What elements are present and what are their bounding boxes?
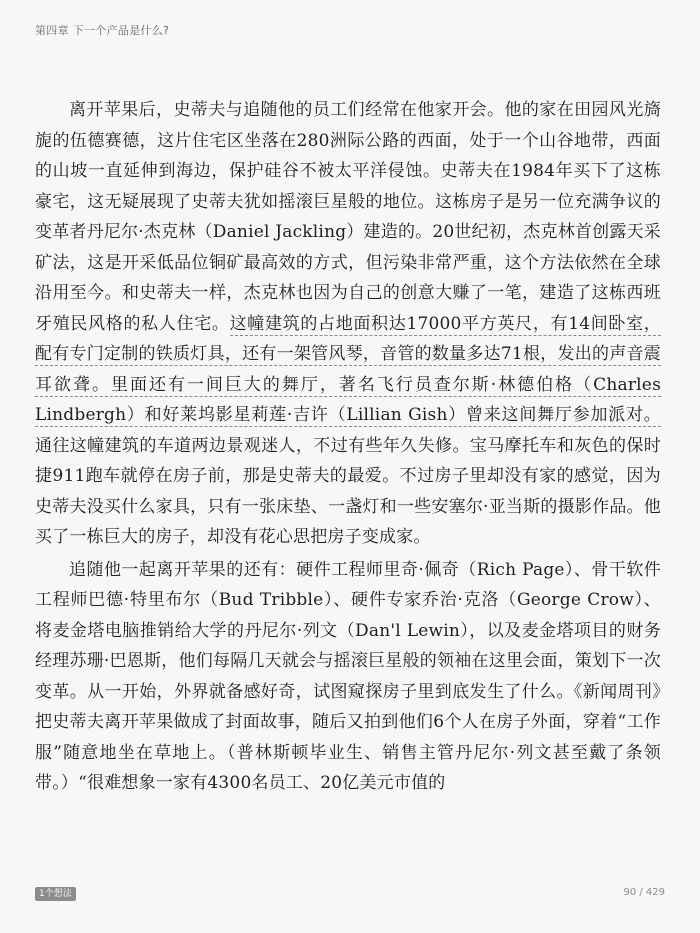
footer — [35, 887, 665, 903]
paragraph-text: 离开苹果后，史蒂夫与追随他的员工们经常在他家开会。他的家在田园风光旖旎的伍德赛德，这片住宅区坐落在280洲际公路的西面，处于一个山谷地带，西面的山坡一直延伸到海边，保护硅谷不被太平洋侵蚀。史蒂夫在1984年买下了这栋豪宅，这无疑展现了史蒂夫犹如摇滚巨星般的地位。这栋房子是另一位充满争议的变革者丹尼尔·杰克林（Daniel Jackling）建造的。20世纪初，杰克林首创露天采矿法，这是开采低品位铜矿最高效的方式，但污染非常严重，这个方法依然在全球沿用至今。和史蒂夫一样，杰克林也因为自己的创意大赚了一笔，建造了这栋西班牙殖民风格的私人住宅。 — [35, 100, 661, 334]
paragraph — [35, 95, 661, 553]
reading-area — [35, 95, 661, 799]
chapter-title: 第四章 下一个产品是什么? — [35, 24, 170, 37]
page-indicator: 90 / 429 — [623, 887, 665, 898]
highlighted-text[interactable]: 这幢建筑的占地面积达17000平方英尺，有14间卧室，配有专门定制的铁质灯具，还有一架管风琴，音管的数量多达71根，发出的声音震耳欲聋。里面还有一间巨大的舞厅，著名飞行员查尔斯·林德伯格（Charles Lindbergh）和好莱坞影星莉莲·吉许（Lillian Gish）曾来这间舞厅参加派对。 — [35, 313, 661, 425]
paragraph: 追随他一起离开苹果的还有：硬件工程师里奇·佩奇（Rich Page）、骨干软件工程师巴德·特里布尔（Bud Tribble）、硬件专家乔治·克洛（George Crow）、将麦金塔电脑推销给大学的丹尼尔·列文（Dan'l Lewin），以及麦金塔项目的财务经理苏珊·巴恩斯，他们每隔几天就会与摇滚巨星般的领袖在这里会面，策划下一次变革。从一开始，外界就备感好奇，试图窥探房子里到底发生了什么。《新闻周刊》把史蒂夫离开苹果做成了封面故事，随后又拍到他们6个人在房子外面，穿着“工作服”随意地坐在草地上。（普林斯顿毕业生、销售主管丹尼尔·列文甚至戴了条领带。）“很难想象一家有4300名员工、20亿美元市值的 — [35, 559, 661, 793]
notes-badge[interactable]: 1个想法 — [35, 887, 76, 901]
paragraph-text: 通往这幢建筑的车道两边景观迷人，不过有些年久失修。宝马摩托车和灰色的保时捷911跑车就停在房子前，那是史蒂夫的最爱。不过房子里却没有家的感觉，因为史蒂夫没买什么家具，只有一张床垫、一盏灯和一些安塞尔·亚当斯的摄影作品。他买了一栋巨大的房子，却没有花心思把房子变成家。 — [35, 435, 661, 547]
